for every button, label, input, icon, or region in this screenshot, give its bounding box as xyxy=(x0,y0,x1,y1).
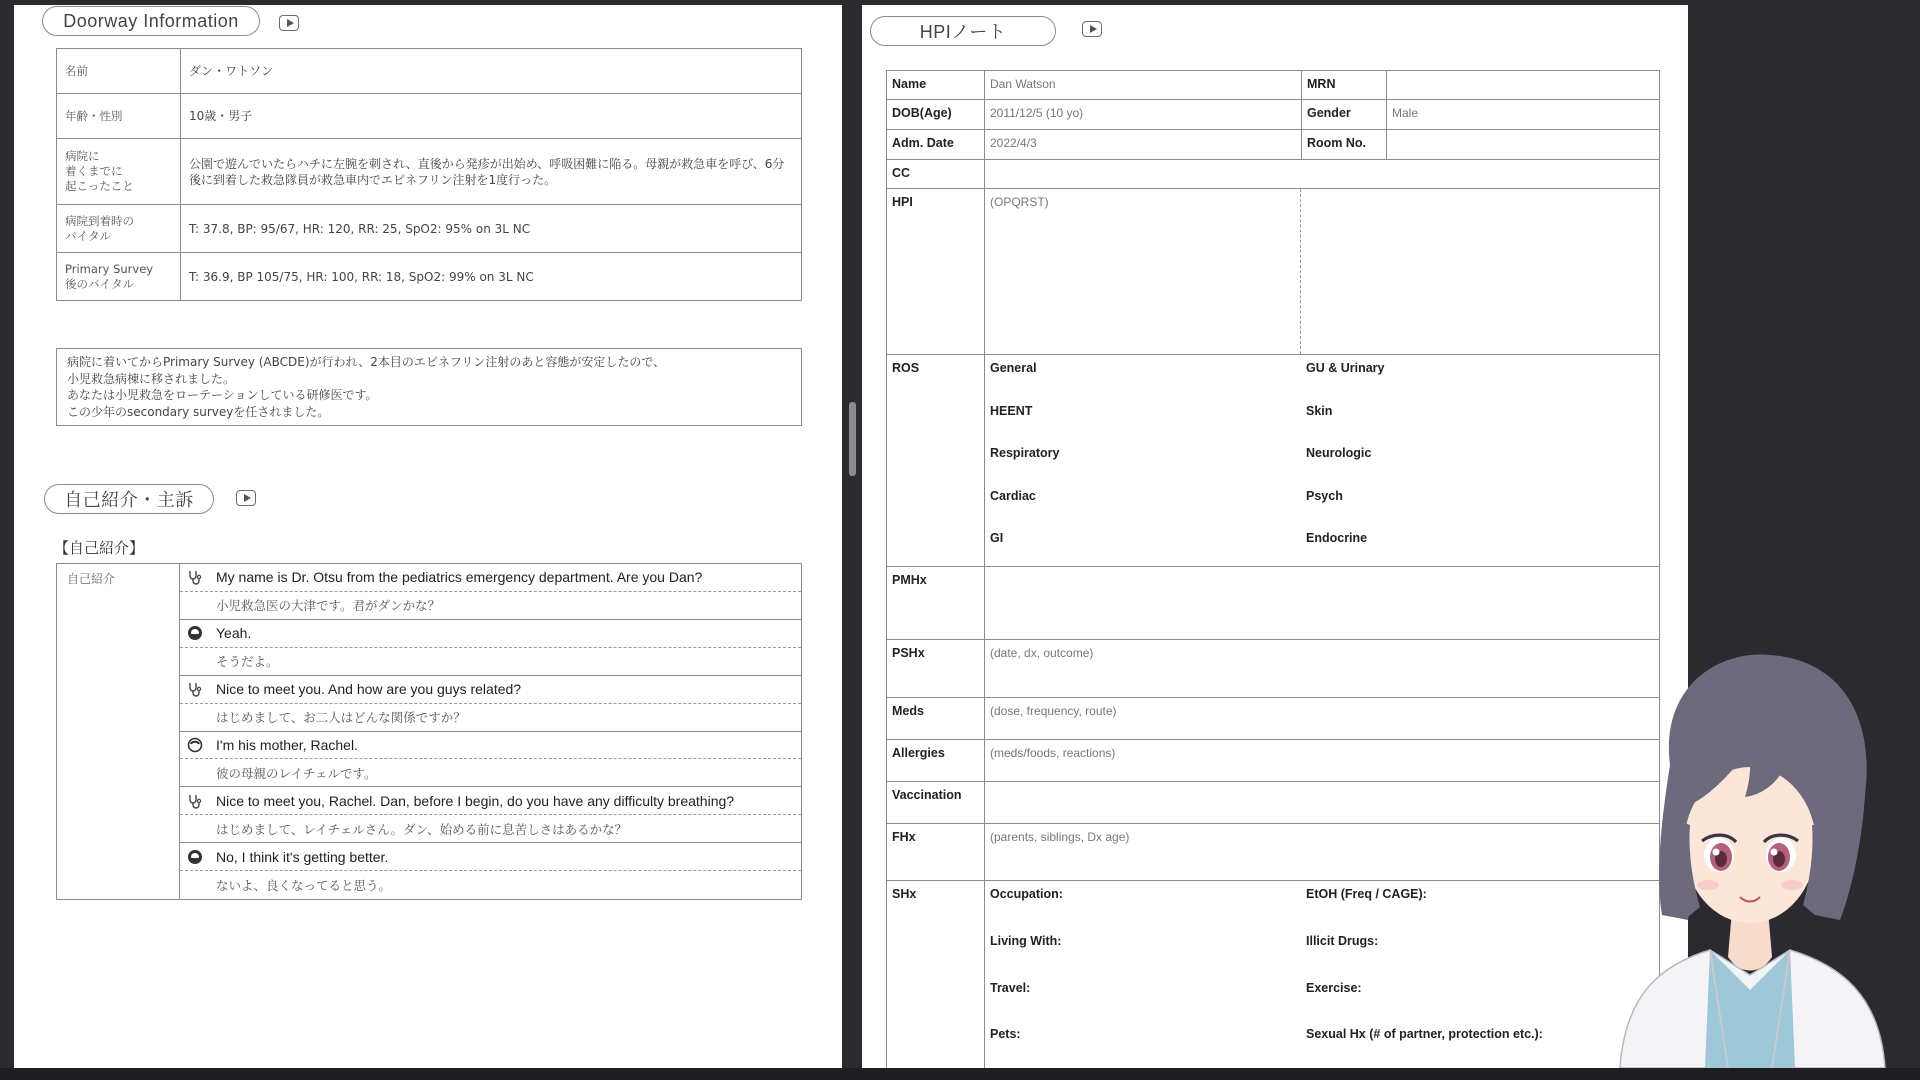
form-row-vaccination xyxy=(886,782,1660,824)
ros-item: Endocrine xyxy=(1306,531,1368,545)
mrn-label: MRN xyxy=(1301,71,1387,99)
stethoscope-icon xyxy=(186,568,204,586)
form-row-allergies xyxy=(886,740,1660,782)
dialog-japanese-text: はじめまして、お二人はどんな関係ですか？ xyxy=(180,704,801,732)
ros-label: ROS xyxy=(887,355,985,566)
form-row-pshx xyxy=(886,640,1660,698)
row-label-arrival-vitals: 病院到着時の バイタル xyxy=(57,205,181,253)
name-label: Name xyxy=(887,71,985,99)
dialog-english-text: I'm his mother, Rachel. xyxy=(216,736,358,753)
dialog-line xyxy=(180,787,801,815)
dialog-english-text: Yeah. xyxy=(216,625,252,642)
row-label-name: 名前 xyxy=(57,49,181,94)
intro-heading: 【自己紹介】 xyxy=(54,539,145,557)
dialog-english-text: Nice to meet you, Rachel. Dan, before I begin, do you have any difficulty breathing? xyxy=(216,792,735,809)
gender-label: Gender xyxy=(1301,100,1387,129)
pshx-field[interactable]: (date, dx, outcome) xyxy=(990,646,1094,660)
pane-resize-handle[interactable] xyxy=(849,402,856,476)
row-value-history: 公園で遊んでいたらハチに左腕を刺され、直後から発疹が出始め、呼吸困難に陥る。母親が救急車を呼び、6分後に到着した救急隊員が救急車内でエピネフリン注射を1度行った。 xyxy=(181,139,802,205)
doorway-info-title: Doorway Information xyxy=(42,6,260,36)
dob-label: DOB(Age) xyxy=(887,100,985,129)
dialog-english-text: My name is Dr. Otsu from the pediatrics emergency department. Are you Dan? xyxy=(216,569,703,586)
name-field[interactable]: Dan Watson xyxy=(990,77,1056,91)
table-row xyxy=(57,49,802,94)
row-value-arrival-vitals: T: 37.8, BP: 95/67, HR: 120, RR: 25, SpO2: 95% on 3L NC xyxy=(181,205,802,253)
fhx-field[interactable]: (parents, siblings, Dx age) xyxy=(990,830,1130,844)
allergies-label: Allergies xyxy=(887,740,985,781)
form-row-fhx xyxy=(886,824,1660,881)
room-no-field[interactable] xyxy=(1387,130,1659,159)
row-label-post-survey-vitals: Primary Survey 後のバイタル xyxy=(57,253,181,301)
shx-item: Sexual Hx (# of partner, protection etc.): xyxy=(1306,1027,1543,1042)
intro-section-title: 自己紹介・主訴 xyxy=(44,484,214,514)
stethoscope-icon xyxy=(186,792,204,810)
shx-label: SHx xyxy=(887,881,985,1068)
dialog-japanese-text: 小児救急医の大津です。君がダンかな？ xyxy=(180,592,801,620)
shx-item: Living With: xyxy=(990,933,1062,948)
room-no-label: Room No. xyxy=(1301,130,1387,159)
row-value-age-sex: 10歳・男子 xyxy=(181,94,802,139)
allergies-field[interactable]: (meds/foods, reactions) xyxy=(990,746,1116,760)
meds-label: Meds xyxy=(887,698,985,739)
dialog-line xyxy=(180,843,801,871)
row-value-post-survey-vitals: T: 36.9, BP 105/75, HR: 100, RR: 18, SpO2: 99% on 3L NC xyxy=(181,253,802,301)
doorway-info-table xyxy=(56,48,802,301)
dialog-japanese-text: ないよ、良くなってると思う。 xyxy=(216,878,392,894)
patient-avatar-icon xyxy=(186,848,204,866)
dialog-list xyxy=(180,564,801,899)
table-row xyxy=(57,253,802,301)
ros-item: HEENT xyxy=(990,403,1033,418)
cc-label: CC xyxy=(887,160,985,188)
mother-avatar-icon xyxy=(186,736,204,754)
gender-field[interactable]: Male xyxy=(1392,106,1419,120)
shx-item: Travel: xyxy=(990,980,1031,995)
hpi-note-form xyxy=(886,70,1660,1068)
ros-grid xyxy=(985,355,1659,566)
dialog-line xyxy=(180,564,801,592)
form-row-shx xyxy=(886,881,1660,1068)
intro-play-audio-button[interactable] xyxy=(236,490,256,506)
dialog-line xyxy=(180,732,801,760)
ros-item: Skin xyxy=(1306,403,1333,418)
pmhx-field[interactable] xyxy=(985,567,1659,639)
ros-item: General xyxy=(990,361,1037,375)
table-row xyxy=(57,139,802,205)
pmhx-label: PMHx xyxy=(887,567,985,639)
dialog-english-text: Nice to meet you. And how are you guys related? xyxy=(216,681,522,698)
presenter-avatar xyxy=(1600,645,1900,1068)
form-row-cc xyxy=(886,160,1660,189)
fhx-label: FHx xyxy=(887,824,985,880)
hpi-field[interactable]: (OPQRST) xyxy=(985,189,1301,354)
form-row-name xyxy=(886,70,1660,100)
hpi-play-audio-button[interactable] xyxy=(1082,21,1102,37)
shx-item: EtOH (Freq / CAGE): xyxy=(1306,887,1427,901)
dialog-line xyxy=(180,676,801,704)
scenario-description: 病院に着いてからPrimary Survey (ABCDE)が行われ、2本目のエピネフリン注射のあと容態が安定したので、 小児救急病棟に移されました。 あなたは小児救急をローテーションしている研修医です。 この少年のsecondary surveyを任されました。 xyxy=(56,348,802,426)
ros-item: Cardiac xyxy=(990,488,1036,503)
patient-avatar-icon xyxy=(186,624,204,642)
form-row-meds xyxy=(886,698,1660,740)
adm-date-field[interactable]: 2022/4/3 xyxy=(990,136,1037,150)
table-row xyxy=(57,205,802,253)
left-document-page xyxy=(14,5,842,1068)
dob-field[interactable]: 2011/12/5 (10 yo) xyxy=(990,106,1084,120)
ros-item: GU & Urinary xyxy=(1306,361,1385,375)
doorway-play-audio-button[interactable] xyxy=(279,15,299,31)
ros-item: Neurologic xyxy=(1306,446,1372,460)
cc-field[interactable] xyxy=(985,160,1659,188)
hpi-field-right[interactable] xyxy=(1301,189,1659,354)
table-row xyxy=(57,94,802,139)
dialog-line xyxy=(180,620,801,648)
shx-item: Occupation: xyxy=(990,887,1063,901)
shx-item: Pets: xyxy=(990,1027,1021,1042)
hpi-note-title: HPIノート xyxy=(870,16,1056,46)
form-row-ros xyxy=(886,355,1660,567)
meds-field[interactable]: (dose, frequency, route) xyxy=(990,704,1117,718)
form-row-adm-date xyxy=(886,130,1660,160)
intro-row-label: 自己紹介 xyxy=(57,564,180,899)
shx-item: Illicit Drugs: xyxy=(1306,933,1379,948)
hpi-label: HPI xyxy=(887,189,985,354)
dialog-japanese-text: 彼の母親のレイチェルです。 xyxy=(180,759,801,787)
dialog-japanese-text: はじめまして、レイチェルさん。ダン、始める前に息苦しさはあるかな？ xyxy=(180,815,801,843)
form-row-pmhx xyxy=(886,567,1660,640)
right-document-page xyxy=(862,5,1688,1068)
shx-item: Exercise: xyxy=(1306,980,1362,995)
ros-item: Respiratory xyxy=(990,446,1060,460)
dialog-japanese-text: そうだよ。 xyxy=(180,648,801,676)
pshx-label: PSHx xyxy=(887,640,985,697)
ros-item: Psych xyxy=(1306,488,1343,503)
vaccination-label: Vaccination xyxy=(887,782,985,823)
row-value-name: ダン・ワトソン xyxy=(181,49,802,94)
adm-date-label: Adm. Date xyxy=(887,130,985,159)
row-label-history: 病院に 着くまでに 起こったこと xyxy=(57,139,181,205)
row-label-age-sex: 年齢・性別 xyxy=(57,94,181,139)
dialog-english-text: No, I think it's getting better. xyxy=(216,848,389,865)
form-row-dob xyxy=(886,100,1660,130)
mrn-field[interactable] xyxy=(1387,71,1659,99)
intro-dialog-table xyxy=(56,563,802,900)
vaccination-field[interactable] xyxy=(985,782,1659,823)
shx-grid xyxy=(985,881,1659,1068)
stethoscope-icon xyxy=(186,680,204,698)
ros-item: GI xyxy=(990,531,1004,545)
form-row-hpi xyxy=(886,189,1660,355)
bottom-bar xyxy=(0,1068,1920,1080)
